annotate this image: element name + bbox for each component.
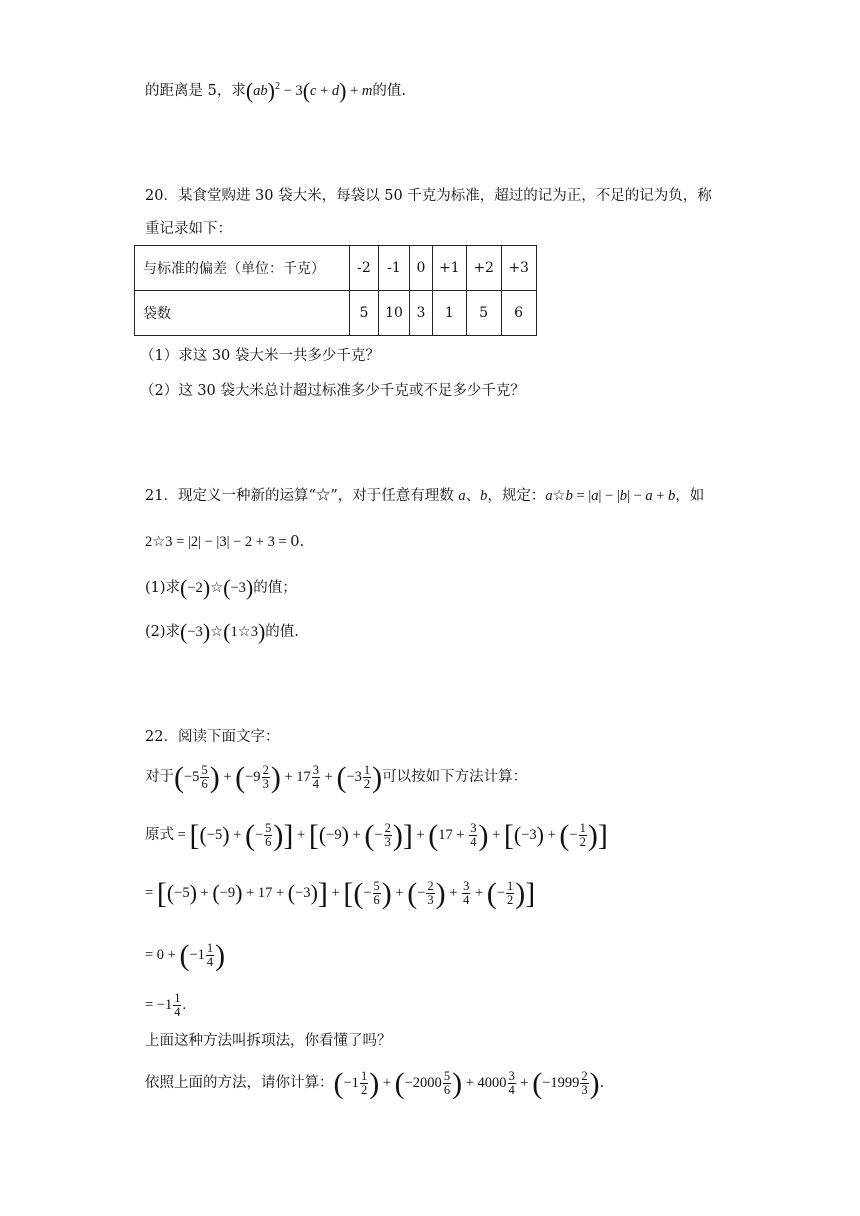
q20-sub1: （1）求这 30 袋大米一共多少千克？	[140, 348, 380, 364]
table-cell: 1	[433, 291, 467, 336]
table-cell: -1	[379, 246, 410, 291]
q21-text-2: ，规定：	[487, 488, 546, 504]
q21-sub1-prefix: (1)求	[145, 580, 181, 596]
q21-example-end: 0.	[290, 534, 305, 550]
q21-sub1-suffix: 的值；	[253, 580, 297, 596]
table-cell: +1	[433, 246, 467, 291]
table-cell: +2	[466, 246, 501, 291]
table-cell: 10	[379, 291, 410, 336]
table-cell: 5	[466, 291, 501, 336]
q22-title: 22．阅读下面文字：	[145, 729, 280, 745]
weight-record-table	[134, 245, 537, 336]
q21-text-3: ，如	[675, 488, 705, 504]
q19-text-after: 的值.	[372, 82, 406, 99]
q21-text-1: 21．现定义一种新的运算“☆”，对于任意有理数	[145, 488, 459, 504]
q22-task	[145, 1066, 605, 1100]
table-cell: +3	[501, 246, 536, 291]
q21-example: 2☆3 = |2| − |3| − 2 + 3 = 0.	[145, 534, 305, 550]
q19-tail-line	[145, 77, 406, 101]
q22-step2	[145, 876, 536, 910]
q21-sub1: (1)求(−2)☆(−3)的值；	[145, 575, 297, 600]
q22-task-prefix: 依照上面的方法，请你计算：	[145, 1074, 334, 1091]
q22-step1-expression: = [(−5) + (− $\frac{5}{6}$ )] + [(−9) + (− $\frac{2}{3}$ )] + (17 + $\frac{3}{4}$ ) + [(−3) + (− $\frac{1}{2}$ )]	[174, 818, 608, 852]
q22-intro-prefix: 对于	[145, 768, 174, 785]
q21-definition: a☆b = |a| − |b| − a + b	[545, 488, 676, 504]
q20-sub2: （2）这 30 袋大米总计超过标准多少千克或不足多少千克？	[140, 383, 525, 399]
q22-step3-expression: = 0 + (−1 $\frac{1}{4}$ )	[145, 938, 226, 972]
table-header-cell: 与标准的偏差（单位：千克）	[135, 246, 350, 291]
q22-intro	[145, 760, 528, 794]
table-row	[135, 291, 537, 336]
table-cell: 3	[410, 291, 433, 336]
q21-sub2-prefix: (2)求	[145, 624, 181, 640]
q22-intro-expression: (−5 $\frac{5}{6}$ ) + (−9 $\frac{2}{3}$ ) + 17 $\frac{3}{4}$ + (−3 $\frac{1}{2}$ )	[174, 760, 383, 794]
q22-step1	[145, 818, 608, 852]
q21-sub2: (2)求(−3)☆(1☆3)的值.	[145, 619, 299, 644]
q21-line1: 21．现定义一种新的运算“☆”，对于任意有理数 a、b，规定：a☆b = |a| − |b| − a + b，如	[145, 488, 705, 504]
q22-step4-expression: = −1 $\frac{1}{4}$ .	[145, 991, 187, 1019]
table-header-cell: 袋数	[135, 291, 350, 336]
q19-text-before: 的距离是 5，求	[145, 82, 246, 99]
q22-note: 上面这种方法叫拆项法，你看懂了吗？	[145, 1033, 392, 1049]
q22-step1-prefix: 原式	[145, 826, 174, 843]
q21-sub2-suffix: 的值.	[265, 624, 299, 640]
q19-expression: (ab)$^2$ − 3(c + d) + m	[245, 77, 373, 103]
table-cell: -2	[350, 246, 379, 291]
table-cell: 5	[350, 291, 379, 336]
q22-task-suffix: .	[599, 1074, 605, 1091]
table-row	[135, 246, 537, 291]
table-cell: 0	[410, 246, 433, 291]
table-cell: 6	[501, 291, 536, 336]
q20-line1: 20．某食堂购进 30 袋大米，每袋以 50 千克为标准，超过的记为正，不足的记为负，称	[145, 188, 712, 204]
q22-task-expression: (−1 $\frac{1}{2}$ ) + (−2000 $\frac{5}{6}$ ) + 4000 $\frac{3}{4}$ + (−1999 $\frac{2}{3}$ )	[333, 1066, 600, 1100]
q22-intro-suffix: 可以按如下方法计算：	[382, 768, 528, 785]
q22-step4	[145, 992, 186, 1019]
q22-step2-expression: = [(−5) + (−9) + 17 + (−3)] + [(− $\frac{5}{6}$ ) + (− $\frac{2}{3}$ ) + $\frac{3}{4}$ + (− $\frac{1}{2}$ )]	[145, 876, 536, 910]
q22-step3	[145, 938, 226, 972]
q20-line2: 重记录如下：	[145, 221, 232, 237]
